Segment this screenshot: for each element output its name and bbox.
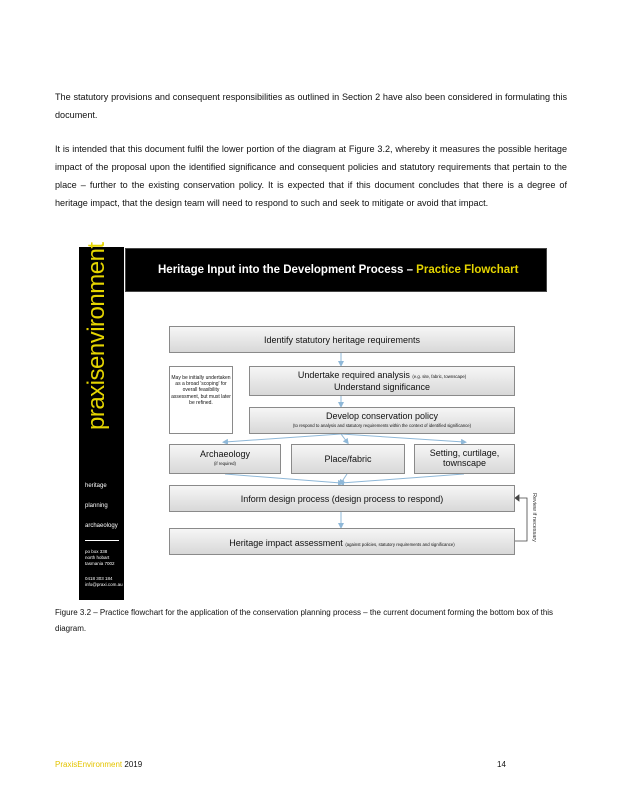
brand-logo-text: praxisenvironment: [83, 242, 110, 430]
figure-caption: Figure 3.2 – Practice flowchart for the application of the conservation planning process – the current document forming the bottom box of this diagram.: [55, 608, 554, 633]
sidebar-address-3: tasmania 7002: [85, 561, 115, 566]
heritage-impact-label: Heritage impact assessment: [229, 538, 343, 548]
review-label: Review if necessary: [531, 493, 537, 542]
develop-policy-label: Develop conservation policy: [325, 411, 439, 421]
sidebar-item-heritage: heritage: [85, 483, 107, 489]
setting-townscape-box: Setting, curtilage, townscape: [414, 444, 515, 474]
place-fabric-box: Place/fabric: [291, 444, 405, 474]
understand-significance-label: Understand significance: [333, 382, 431, 392]
heritage-impact-sub: (against policies, statutory requirements and significance): [345, 542, 455, 547]
footer-brand: [55, 760, 142, 769]
scoping-note-box: May be initially undertaken as a broad 'scoping' for overall feasibility assessment, but must later be refined.: [169, 366, 233, 434]
footer-year: 2019: [122, 760, 143, 769]
undertake-analysis-label: Undertake required analysis: [297, 370, 410, 380]
sidebar-phone: 0418 303 184: [85, 576, 113, 581]
develop-policy-box: [249, 407, 515, 434]
sidebar-item-archaeology: archaeology: [85, 523, 118, 529]
sidebar-email: info@praxi.com.au: [85, 582, 123, 587]
identify-requirements-box: Identify statutory heritage requirements: [169, 326, 515, 353]
page-number: 14: [497, 760, 506, 769]
sidebar-item-planning: planning: [85, 503, 108, 509]
archaeology-sub: (if required): [214, 461, 236, 466]
inform-design-box: Inform design process (design process to respond): [169, 485, 515, 512]
sidebar-address-2: north hobart: [85, 555, 110, 560]
undertake-analysis-sub: (e.g. site, fabric, townscape): [412, 374, 467, 379]
develop-policy-sub: (to respond to analysis and statutory requirements within the context of identified significance): [292, 423, 472, 428]
archaeology-label: Archaeology: [199, 449, 251, 459]
body-paragraph-1: The statutory provisions and consequent responsibilities as outlined in Section 2 have also been considered in formulating this document.: [55, 92, 567, 120]
sidebar-address-1: po box 338: [85, 549, 108, 554]
body-paragraph-2: It is intended that this document fulfil the lower portion of the diagram at Figure 3.2, whereby it measures the possible heritage impact of the proposal upon the identified significance and consequent policies and statutory requirements that pertain to the place – further to the existing conservation policy. It is expected that if this document concludes that there is a degree of heritage impact, that the design team will need to respond to such and seek to mitigate or avoid that impact.: [55, 144, 567, 208]
archaeology-box: [169, 444, 281, 474]
figure-title-accent: Practice Flowchart: [416, 264, 519, 276]
flowchart-figure: [79, 242, 547, 600]
heritage-impact-box: [169, 528, 515, 555]
footer-brand-name: PraxisEnvironment: [55, 760, 123, 769]
figure-title-main: Heritage Input into the Development Process –: [158, 264, 417, 276]
undertake-analysis-box: [249, 366, 515, 396]
